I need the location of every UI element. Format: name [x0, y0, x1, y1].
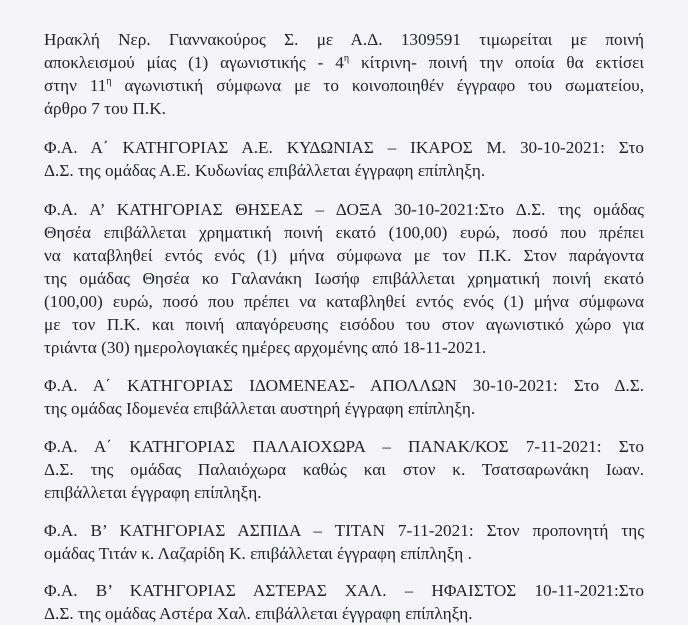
text-line: ομάδας Τιτάν κ. Λαζαρίδη Κ. επιβάλλεται έγγραφη επίπληξη . [44, 544, 472, 563]
text-line: Φ.Α. Α΄ ΚΑΤΗΓΟΡΙΑΣ ΠΑΛΑΙΟΧΩΡΑ – ΠΑΝΑΚ/ΚΟΣ 7-11-2021: Στο [44, 437, 644, 456]
text-segment: αγωνιστική σύμφωνα με το κοινοποιηθέν έγγραφο του σωματείου, [111, 76, 644, 95]
text-line: Φ.Α. Α΄ ΚΑΤΗΓΟΡΙΑΣ Α.Ε. ΚΥΔΩΝΙΑΣ – ΙΚΑΡΟΣ Μ. 30-10-2021: Στο [44, 138, 644, 157]
text-line: Θησέα επιβάλλεται χρηματική ποινή εκατό (100,00) ευρώ, ποσό που πρέπει [44, 223, 644, 242]
text-line: Φ.Α. Α΄ ΚΑΤΗΓΟΡΙΑΣ ΙΔΟΜΕΝΕΑΣ- ΑΠΟΛΛΩΝ 30-10-2021: Στο Δ.Σ. [44, 376, 644, 395]
text-line: Δ.Σ. της ομάδας Α.Ε. Κυδωνίας επιβάλλεται έγγραφη επίπληξη. [44, 161, 486, 180]
text-segment: κίτρινη- ποινή την οποία θα εκτίσει [349, 53, 645, 72]
text-segment: αποκλεισμού μίας (1) αγωνιστικής - 4 [44, 53, 344, 72]
text-line: Δ.Σ. της ομάδας Αστέρα Χαλ. επιβάλλεται έγγραφη επίπληξη. [44, 604, 473, 623]
superscript: η [106, 76, 112, 87]
text-line: τριάντα (30) ημερολογιακές ημέρες αρχομένης από 18-11-2021. [44, 338, 487, 357]
text-line: να καταβληθεί εντός ενός (1) μήνα σύμφωνα με τον Π.Κ. Στον παράγοντα [44, 246, 644, 265]
text-line: της ομάδας Θησέα κο Γαλανάκη Ιωσήφ επιβάλλεται χρηματική ποινή εκατό [44, 269, 644, 288]
text-line: Ηρακλή Νερ. Γιαννακούρος Σ. με Α.Δ. 1309591 τιμωρείται με ποινή [44, 30, 644, 49]
text-line: Δ.Σ. της ομάδας Παλαιόχωρα καθώς και στον κ. Τσατσαρωνάκη Ιωαν. [44, 460, 644, 479]
text-line: (100,00) ευρώ, ποσό που πρέπει να καταβληθεί εντός ενός (1) μήνα σύμφωνα [44, 292, 644, 311]
text-line: Φ.Α. Β’ ΚΑΤΗΓΟΡΙΑΣ ΑΣΤΕΡΑΣ ΧΑΛ. – ΗΦΑΙΣΤΟΣ 10-11-2021:Στο [44, 581, 644, 600]
text-line: της ομάδας Ιδομενέα επιβάλλεται αυστηρή έγγραφη επίπληξη. [44, 399, 476, 418]
text-line: επιβάλλεται έγγραφη επίπληξη. [44, 483, 262, 502]
text-line: Φ.Α. Β’ ΚΑΤΗΓΟΡΙΑΣ ΑΣΠΙΔΑ – ΤΙΤΑΝ 7-11-2021: Στον προπονητή της [44, 521, 644, 540]
text-line: Φ.Α. Α’ ΚΑΤΗΓΟΡΙΑΣ ΘΗΣΕΑΣ – ΔΟΞΑ 30-10-2021:Στο Δ.Σ. της ομάδας [44, 200, 644, 219]
text-line: με τον Π.Κ. και ποινή απαγόρευσης εισόδου του στον αγωνιστικό χώρο για [44, 315, 644, 334]
superscript: η [343, 53, 350, 64]
text-segment: στην 11 [44, 76, 107, 95]
text-line [44, 74, 644, 97]
text-line [44, 51, 644, 74]
text-line: άρθρο 7 του Π.Κ. [44, 99, 166, 118]
